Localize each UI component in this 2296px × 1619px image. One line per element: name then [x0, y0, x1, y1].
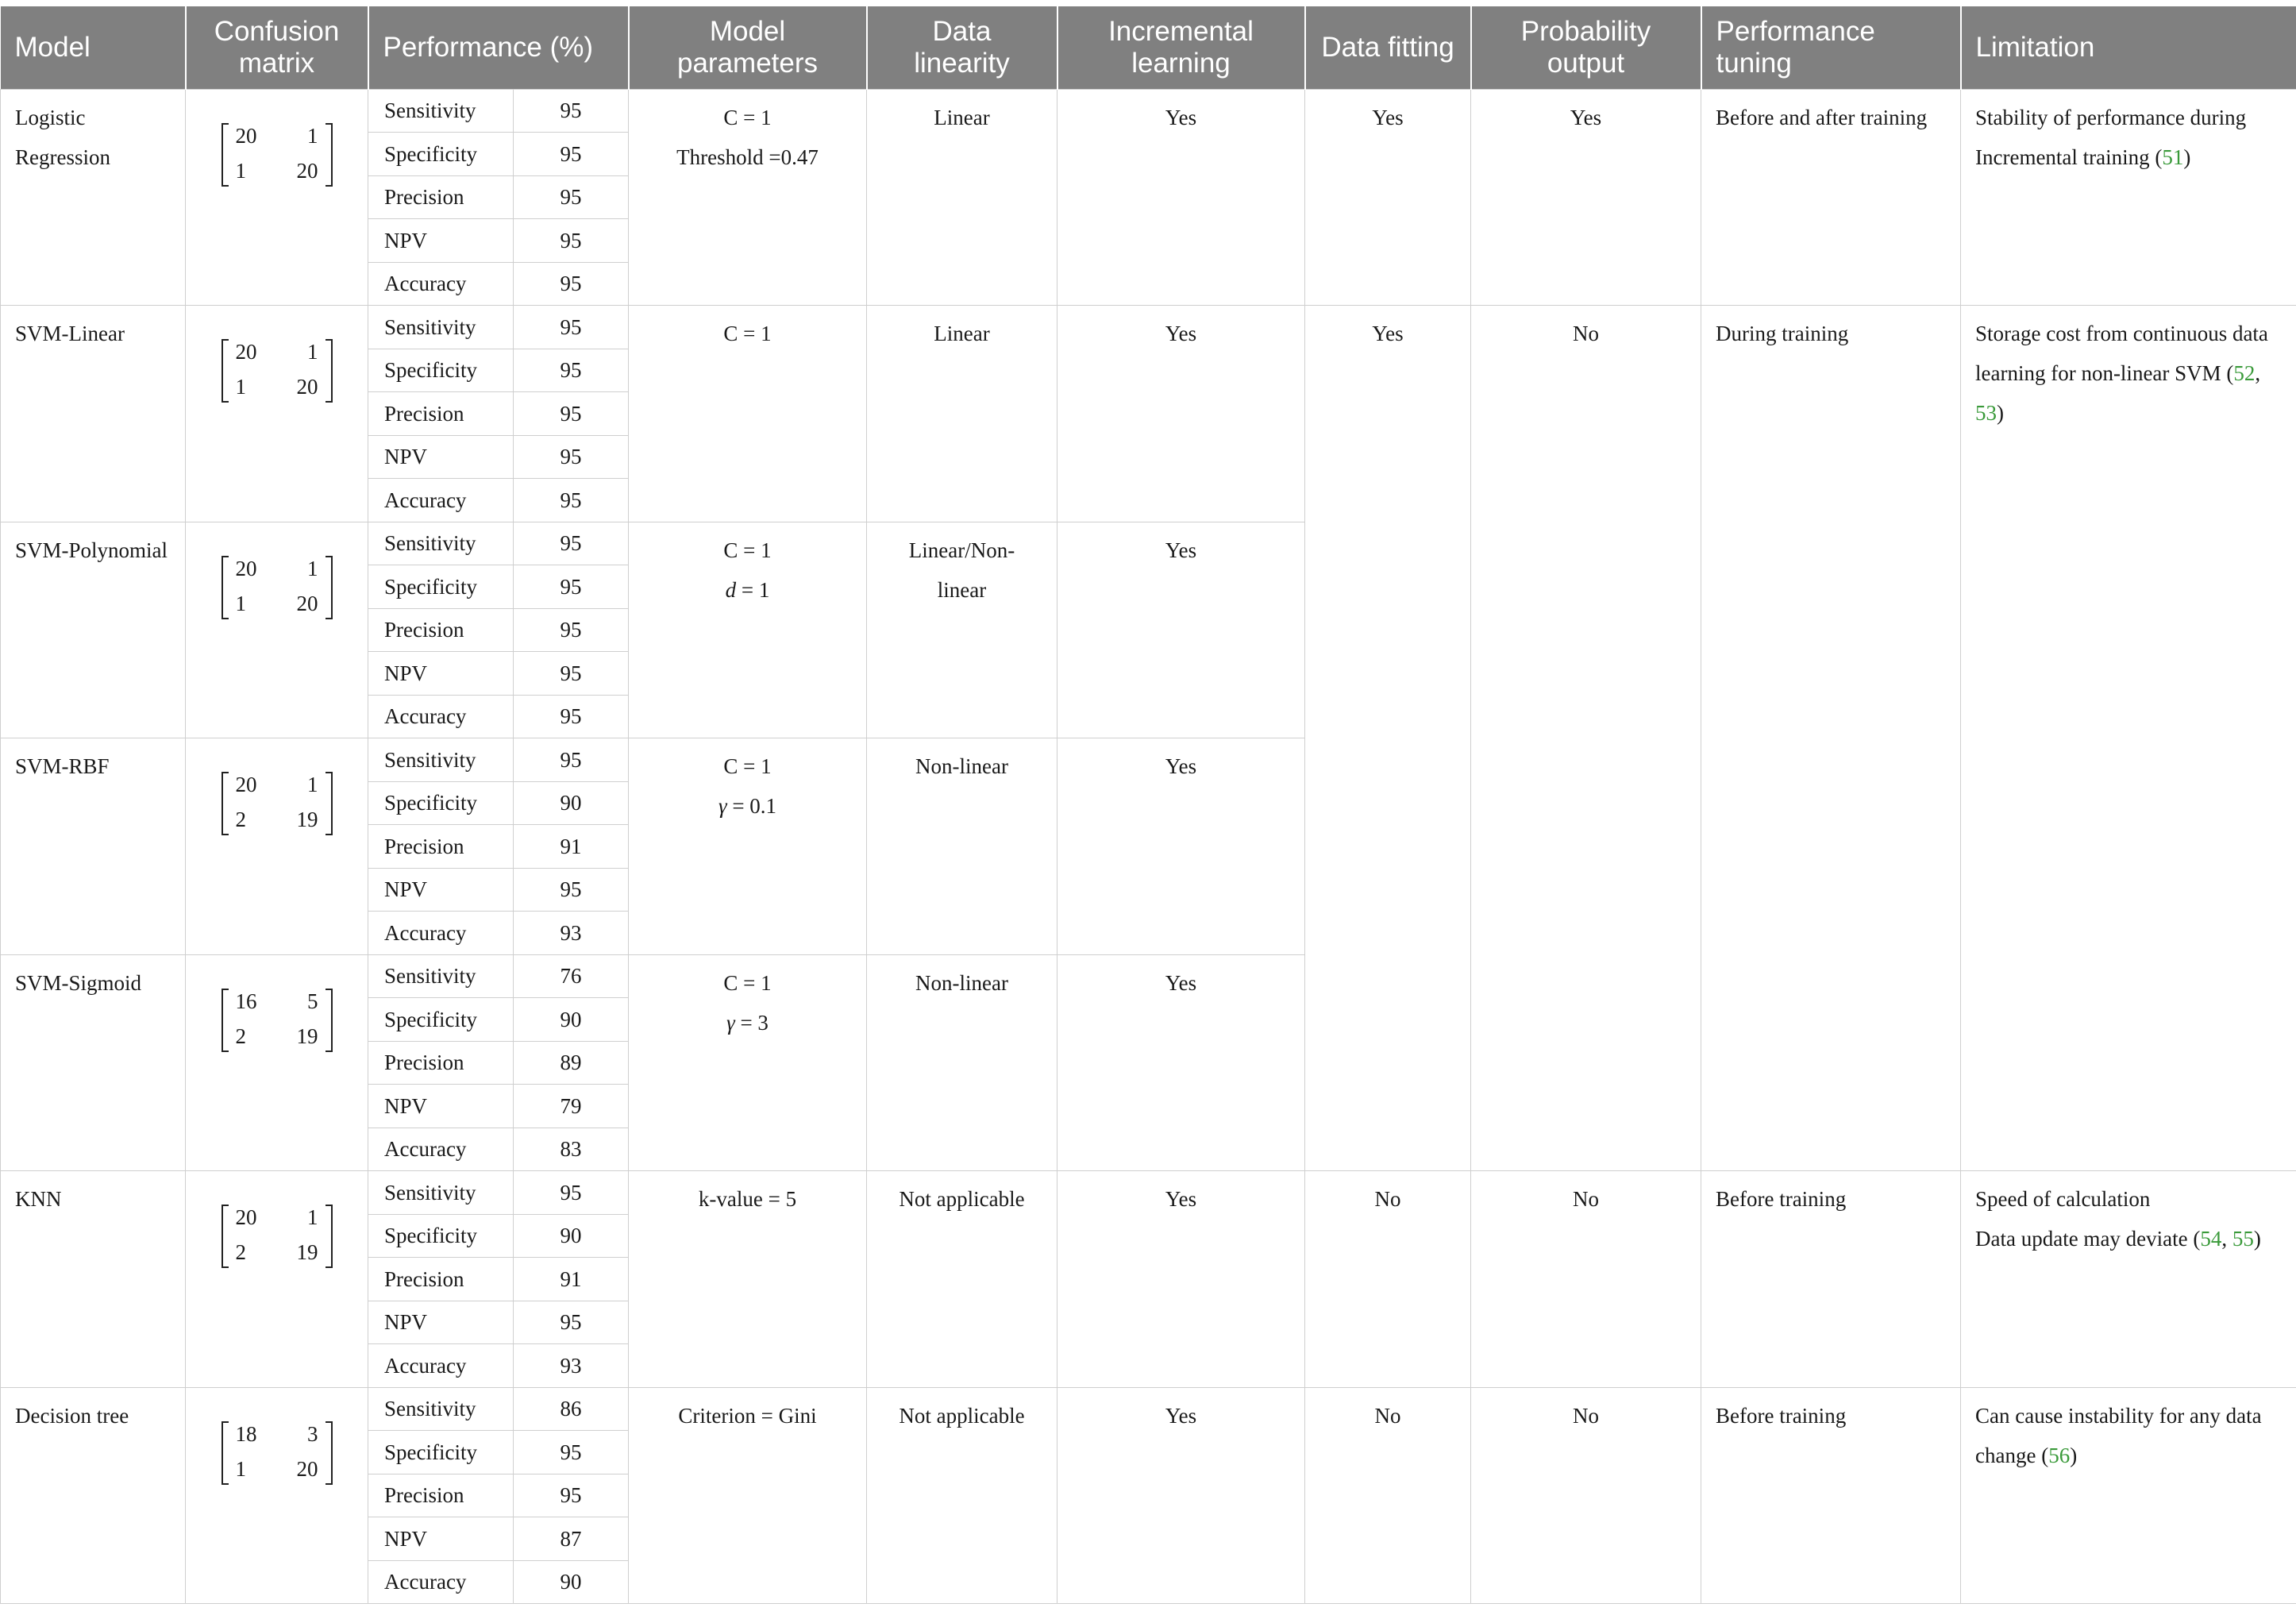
- model-name: Decision tree: [1, 1387, 186, 1604]
- limitation-line: Speed of calculation: [1975, 1187, 2151, 1211]
- metric-label: Accuracy: [368, 1560, 514, 1604]
- metric-value: 90: [514, 1560, 629, 1604]
- parameter-line: d = 1: [725, 577, 770, 602]
- metric-value: 86: [514, 1387, 629, 1431]
- metric-label: NPV: [368, 1085, 514, 1128]
- metric-value: 95: [514, 1431, 629, 1474]
- parameter-line: k-value = 5: [698, 1187, 797, 1211]
- header-limitation: Limitation: [1961, 6, 2296, 89]
- reference-link[interactable]: 56: [2048, 1443, 2071, 1467]
- header-confusion-matrix: Confusion matrix: [186, 6, 368, 89]
- model-name: SVM-Sigmoid: [1, 954, 186, 1171]
- performance-tuning: Before training: [1701, 1387, 1961, 1604]
- reference-link[interactable]: 55: [2232, 1227, 2254, 1251]
- matrix-row: [233, 1019, 322, 1054]
- table-row: [1, 1171, 2296, 1215]
- limitation-text: Can cause instability for any data change (: [1975, 1403, 2262, 1467]
- matrix-cell: 19: [296, 1240, 318, 1264]
- confusion-matrix: [186, 954, 368, 1171]
- data-linearity: Non-linear: [867, 738, 1057, 955]
- metric-label: Accuracy: [368, 695, 514, 738]
- metric-label: Precision: [368, 1041, 514, 1085]
- table-row: [1, 1387, 2296, 1431]
- metric-value: 87: [514, 1517, 629, 1561]
- matrix-cell: 1: [307, 340, 318, 364]
- confusion-matrix: [186, 89, 368, 306]
- limitation: Speed of calculation Data update may deviate (54, 55): [1961, 1171, 2296, 1388]
- data-linearity: Linear: [867, 89, 1057, 306]
- metric-label: Precision: [368, 392, 514, 436]
- performance-tuning: During training: [1701, 306, 1961, 1171]
- reference-link[interactable]: 52: [2233, 361, 2256, 385]
- parameter-line: C = 1: [723, 754, 772, 778]
- metric-label: Accuracy: [368, 262, 514, 306]
- probability-output: No: [1471, 306, 1701, 1171]
- metric-label: Sensitivity: [368, 1171, 514, 1215]
- matrix-cell: 1: [307, 773, 318, 796]
- limitation: [1961, 89, 2296, 306]
- metric-label: NPV: [368, 1517, 514, 1561]
- metric-value: 95: [514, 695, 629, 738]
- probability-output: No: [1471, 1387, 1701, 1604]
- metric-value: 95: [514, 89, 629, 133]
- header-model-parameters: Model parameters: [629, 6, 867, 89]
- matrix-cell: 20: [235, 1205, 257, 1229]
- metric-label: Precision: [368, 1258, 514, 1301]
- limitation-tail: ): [2253, 1227, 2261, 1251]
- data-fitting: Yes: [1305, 89, 1471, 306]
- model-comparison-table: [0, 6, 2296, 1604]
- metric-label: Sensitivity: [368, 306, 514, 349]
- metric-value: 95: [514, 133, 629, 176]
- metric-value: 95: [514, 349, 629, 392]
- matrix-cell: 16: [235, 989, 257, 1013]
- parameter-line: γ = 3: [726, 1010, 769, 1035]
- header-performance: Performance (%): [368, 6, 629, 89]
- matrix: [222, 1417, 333, 1486]
- metric-value: 95: [514, 479, 629, 522]
- confusion-matrix: [186, 306, 368, 522]
- limitation-tail: ): [2070, 1443, 2078, 1467]
- metric-label: Sensitivity: [368, 738, 514, 782]
- parameter-line: C = 1: [723, 105, 772, 129]
- matrix-row: [233, 984, 322, 1019]
- model-parameters: [629, 1171, 867, 1388]
- matrix-cell: 3: [307, 1421, 318, 1446]
- metric-value: 95: [514, 1474, 629, 1517]
- parameter-line: C = 1: [723, 538, 772, 562]
- model-parameters: [629, 1387, 867, 1604]
- metric-value: 91: [514, 825, 629, 869]
- matrix-row: [233, 767, 322, 802]
- metric-label: Accuracy: [368, 912, 514, 955]
- metric-label: Specificity: [368, 565, 514, 609]
- matrix-cell: 2: [235, 1240, 246, 1264]
- header-data-fitting: Data fitting: [1305, 6, 1471, 89]
- data-fitting: No: [1305, 1171, 1471, 1388]
- metric-value: 93: [514, 912, 629, 955]
- matrix-cell: 20: [235, 556, 257, 580]
- probability-output: Yes: [1471, 89, 1701, 306]
- reference-link[interactable]: 54: [2200, 1227, 2222, 1251]
- header-model: Model: [1, 6, 186, 89]
- parameter-line: Threshold =0.47: [676, 145, 819, 169]
- matrix: [222, 334, 333, 404]
- limitation-text: Stability of performance during Incremental training (: [1975, 105, 2247, 169]
- model-parameters: [629, 306, 867, 522]
- metric-label: Specificity: [368, 133, 514, 176]
- metric-value: 79: [514, 1085, 629, 1128]
- model-name: Logistic Regression: [1, 89, 186, 306]
- reference-link[interactable]: 51: [2162, 145, 2184, 169]
- incremental-learning: Yes: [1057, 306, 1305, 522]
- incremental-learning: Yes: [1057, 1171, 1305, 1388]
- data-fitting: Yes: [1305, 306, 1471, 1171]
- metric-value: 95: [514, 175, 629, 219]
- matrix: [222, 767, 333, 837]
- matrix-row: [233, 118, 322, 153]
- matrix-cell: 20: [296, 1456, 318, 1481]
- performance-tuning: Before and after training: [1701, 89, 1961, 306]
- metric-label: Accuracy: [368, 479, 514, 522]
- incremental-learning: Yes: [1057, 522, 1305, 738]
- confusion-matrix: [186, 738, 368, 955]
- metric-value: 90: [514, 1214, 629, 1258]
- matrix-cell: 1: [235, 158, 246, 183]
- incremental-learning: Yes: [1057, 1387, 1305, 1604]
- metric-label: Sensitivity: [368, 522, 514, 565]
- matrix-cell: 2: [235, 808, 246, 831]
- matrix-cell: 1: [307, 1205, 318, 1229]
- matrix-row: [233, 586, 322, 621]
- model-name: SVM-RBF: [1, 738, 186, 955]
- matrix-row: [233, 551, 322, 586]
- model-name: KNN: [1, 1171, 186, 1388]
- matrix-row: [233, 334, 322, 369]
- matrix: [222, 984, 333, 1054]
- table-body: [1, 89, 2296, 1604]
- matrix-cell: 20: [296, 591, 318, 615]
- metric-label: Specificity: [368, 781, 514, 825]
- metric-value: 89: [514, 1041, 629, 1085]
- metric-label: Specificity: [368, 1431, 514, 1474]
- metric-value: 95: [514, 306, 629, 349]
- metric-label: Accuracy: [368, 1344, 514, 1388]
- table-row: [1, 89, 2296, 133]
- limitation-text: Storage cost from continuous data learning for non-linear SVM (: [1975, 322, 2268, 385]
- matrix-cell: 20: [235, 773, 257, 796]
- metric-value: 91: [514, 1258, 629, 1301]
- matrix-cell: 2: [235, 1023, 246, 1048]
- model-parameters: [629, 738, 867, 955]
- header-performance-tuning: Performance tuning: [1701, 6, 1961, 89]
- metric-value: 83: [514, 1128, 629, 1171]
- matrix-cell: 1: [235, 1456, 246, 1481]
- metric-value: 95: [514, 262, 629, 306]
- metric-label: Accuracy: [368, 1128, 514, 1171]
- matrix-cell: 20: [235, 123, 257, 148]
- matrix: [222, 1200, 333, 1270]
- confusion-matrix: [186, 522, 368, 738]
- confusion-matrix: [186, 1387, 368, 1604]
- parameter-line: γ = 0.1: [718, 794, 777, 818]
- metric-value: 93: [514, 1344, 629, 1388]
- matrix: [222, 551, 333, 621]
- metric-label: NPV: [368, 868, 514, 912]
- matrix-row: [233, 369, 322, 404]
- metric-label: Precision: [368, 1474, 514, 1517]
- incremental-learning: Yes: [1057, 954, 1305, 1171]
- metric-label: Specificity: [368, 1214, 514, 1258]
- matrix-cell: 1: [307, 123, 318, 148]
- table-row: [1, 306, 2296, 349]
- data-linearity: Linear: [867, 306, 1057, 522]
- metric-value: 95: [514, 1171, 629, 1215]
- matrix: [222, 118, 333, 188]
- metric-value: 95: [514, 738, 629, 782]
- parameter-line: C = 1: [723, 970, 772, 995]
- matrix-row: [233, 802, 322, 837]
- matrix-cell: 5: [307, 989, 318, 1013]
- parameter-line: C = 1: [723, 322, 772, 345]
- model-parameters: [629, 954, 867, 1171]
- metric-value: 95: [514, 652, 629, 696]
- metric-label: Sensitivity: [368, 89, 514, 133]
- incremental-learning: Yes: [1057, 89, 1305, 306]
- parameter-line: Criterion = Gini: [678, 1403, 817, 1428]
- model-parameters: [629, 522, 867, 738]
- header-row: [1, 6, 2296, 89]
- metric-value: 95: [514, 392, 629, 436]
- data-linearity: Linear/Non-linear: [867, 522, 1057, 738]
- header-data-linearity: Data linearity: [867, 6, 1057, 89]
- reference-link[interactable]: 53: [1975, 401, 1997, 425]
- metric-value: 76: [514, 954, 629, 998]
- limitation-text: Data update may deviate (: [1975, 1227, 2201, 1251]
- metric-label: Precision: [368, 825, 514, 869]
- matrix-cell: 1: [235, 591, 246, 615]
- model-parameters: [629, 89, 867, 306]
- matrix-cell: 20: [235, 340, 257, 364]
- metric-label: NPV: [368, 435, 514, 479]
- limitation: [1961, 1387, 2296, 1604]
- metric-value: 90: [514, 998, 629, 1042]
- data-linearity: Not applicable: [867, 1387, 1057, 1604]
- matrix-cell: 1: [235, 375, 246, 399]
- header-probability-output: Probability output: [1471, 6, 1701, 89]
- matrix-row: [233, 1451, 322, 1486]
- model-name: SVM-Polynomial: [1, 522, 186, 738]
- metric-label: Precision: [368, 175, 514, 219]
- metric-label: NPV: [368, 652, 514, 696]
- data-fitting: No: [1305, 1387, 1471, 1604]
- metric-value: 95: [514, 219, 629, 263]
- metric-value: 95: [514, 565, 629, 609]
- performance-tuning: Before training: [1701, 1171, 1961, 1388]
- matrix-row: [233, 1235, 322, 1270]
- data-linearity: Not applicable: [867, 1171, 1057, 1388]
- matrix-cell: 20: [296, 375, 318, 399]
- matrix-cell: 20: [296, 158, 318, 183]
- metric-value: 90: [514, 781, 629, 825]
- metric-value: 95: [514, 608, 629, 652]
- matrix-cell: 18: [235, 1421, 257, 1446]
- metric-label: NPV: [368, 219, 514, 263]
- metric-label: Specificity: [368, 349, 514, 392]
- limitation: Storage cost from continuous data learning for non-linear SVM (52, 53): [1961, 306, 2296, 1171]
- matrix-cell: 1: [307, 556, 318, 580]
- metric-value: 95: [514, 1301, 629, 1344]
- matrix-cell: 19: [296, 1023, 318, 1048]
- limitation-tail: ): [2183, 145, 2191, 169]
- data-linearity: Non-linear: [867, 954, 1057, 1171]
- metric-value: 95: [514, 522, 629, 565]
- matrix-row: [233, 1200, 322, 1235]
- incremental-learning: Yes: [1057, 738, 1305, 955]
- probability-output: No: [1471, 1171, 1701, 1388]
- matrix-row: [233, 153, 322, 188]
- model-name: SVM-Linear: [1, 306, 186, 522]
- metric-label: Sensitivity: [368, 1387, 514, 1431]
- matrix-cell: 19: [296, 808, 318, 831]
- metric-value: 95: [514, 868, 629, 912]
- metric-label: Sensitivity: [368, 954, 514, 998]
- matrix-row: [233, 1417, 322, 1451]
- metric-label: Precision: [368, 608, 514, 652]
- confusion-matrix: [186, 1171, 368, 1388]
- metric-label: Specificity: [368, 998, 514, 1042]
- metric-label: NPV: [368, 1301, 514, 1344]
- header-incremental-learning: Incremental learning: [1057, 6, 1305, 89]
- limitation-tail: ): [1997, 401, 2004, 425]
- metric-value: 95: [514, 435, 629, 479]
